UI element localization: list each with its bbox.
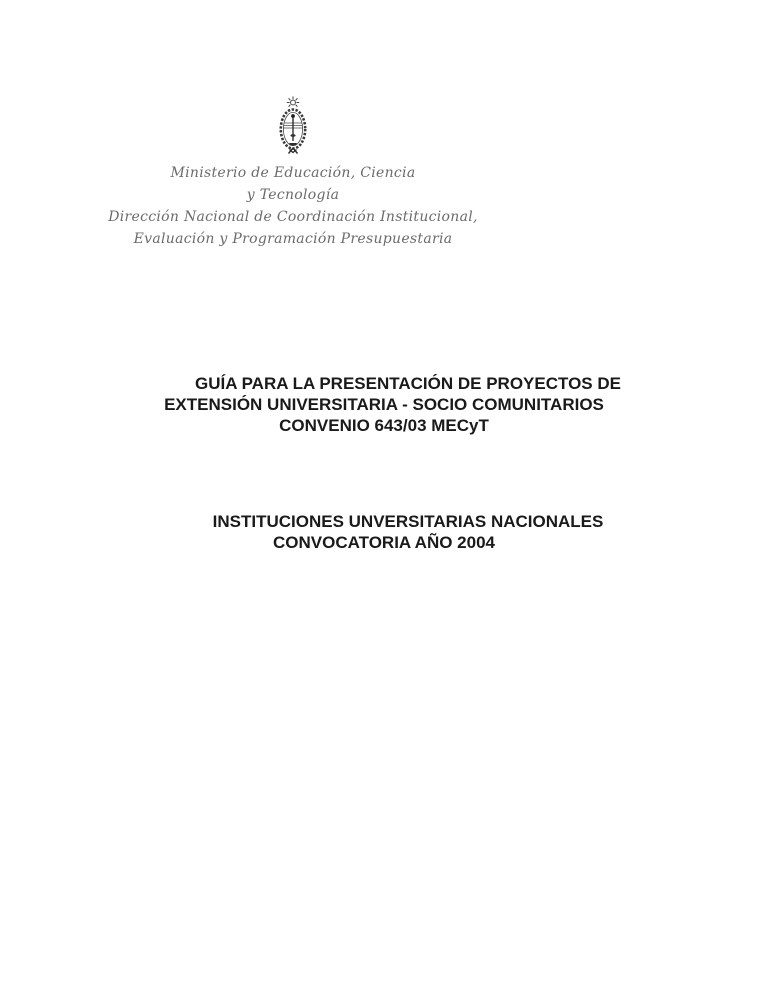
ministry-line: Ministerio de Educación, Ciencia <box>170 165 416 181</box>
main-title-line: GUÍA PARA LA PRESENTACIÓN DE PROYECTOS DE <box>195 374 621 393</box>
subtitle <box>96 511 672 553</box>
subtitle-line: CONVOCATORIA AÑO 2004 <box>273 533 495 552</box>
main-title <box>96 373 672 436</box>
ministry-line: Evaluación y Programación Presupuestaria <box>133 231 453 247</box>
ministry-line: Dirección Nacional de Coordinación Institucional, <box>108 209 478 225</box>
ministry-line: y Tecnología <box>246 187 340 203</box>
main-title-line: CONVENIO 643/03 MECyT <box>279 416 489 435</box>
ministry-name-block <box>0 162 586 250</box>
argentina-coat-of-arms-icon <box>276 146 310 163</box>
subtitle-line: INSTITUCIONES UNVERSITARIAS NACIONALES <box>212 512 604 531</box>
main-title-line: EXTENSIÓN UNIVERSITARIA - SOCIO COMUNITARIOS <box>164 395 604 414</box>
document-header-emblem <box>0 96 586 164</box>
